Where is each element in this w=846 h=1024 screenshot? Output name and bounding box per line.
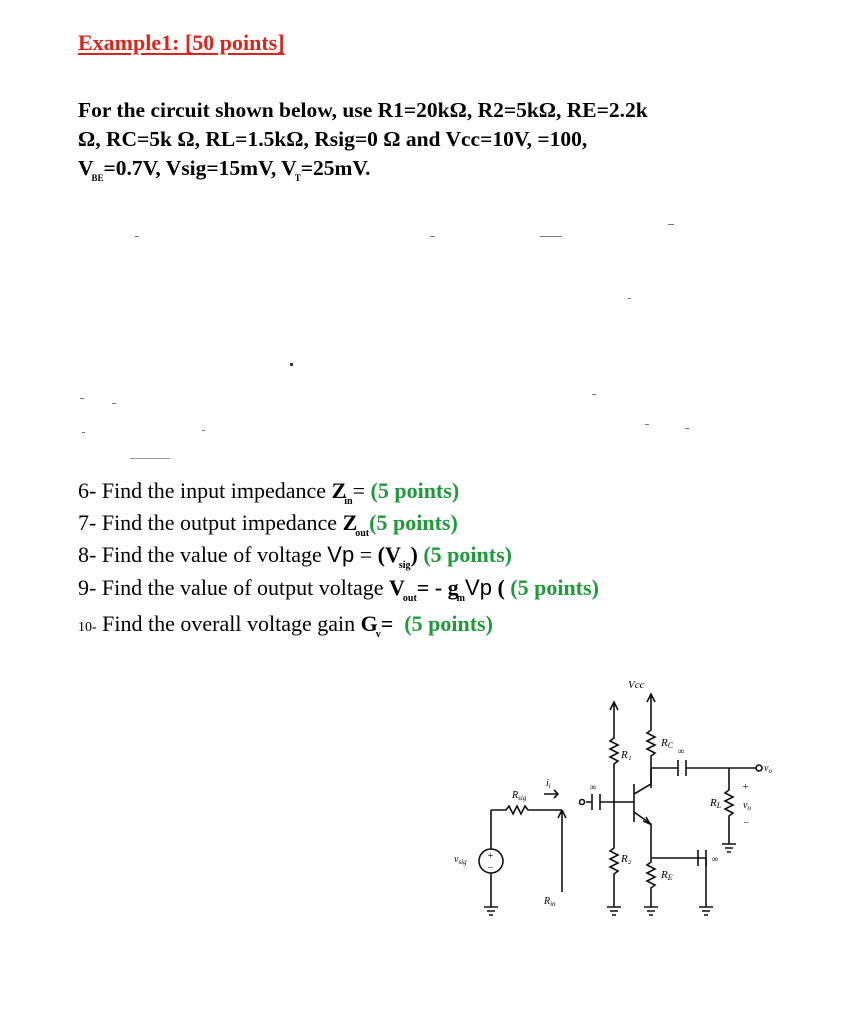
ground-r2: [607, 907, 621, 915]
q7-var: Z: [342, 510, 358, 535]
q9-sub2: m: [456, 593, 466, 604]
scan-speck: [112, 403, 116, 404]
vsig-plus: +: [487, 851, 494, 862]
ii-arrow: [544, 790, 558, 798]
q9-points: (5 points): [510, 575, 599, 600]
output-cap-infinity: ∞: [678, 746, 685, 756]
scan-speck: [290, 363, 293, 366]
rsig-resistor: [491, 806, 562, 814]
input-node: [580, 800, 585, 805]
transistor-collector: [634, 768, 651, 794]
r2-resistor: [610, 802, 618, 907]
scan-speck: [82, 432, 85, 433]
q8-points: (5 points): [423, 542, 512, 567]
q9-sub: out: [402, 593, 417, 604]
ii-label: $i_i$: [546, 778, 551, 790]
q10-eq: =: [380, 611, 394, 636]
rl-resistor: [725, 768, 733, 844]
output-capacitor: [678, 760, 686, 776]
rin-label: $R_{in}$: [544, 896, 556, 908]
vo-minus: −: [743, 818, 750, 829]
q6-sub: in: [344, 496, 353, 507]
q6-number: 6-: [78, 478, 97, 503]
vsig-label: $v_{sig}$: [454, 854, 467, 866]
scan-speck: [135, 236, 139, 237]
q7-sub: out: [355, 528, 370, 539]
q10-var: G: [360, 611, 378, 636]
q10-sub: v: [375, 629, 381, 640]
vcc-arrow-left: [610, 702, 618, 722]
scan-speck: [592, 394, 596, 395]
intro-line-3: [78, 154, 778, 187]
r2-label: R₂: [621, 853, 632, 865]
problem-statement: [78, 96, 778, 187]
input-cap-infinity: ∞: [590, 782, 597, 792]
amplifier-circuit-diagram: [446, 672, 776, 932]
question-10: [78, 611, 493, 640]
vbe-symbol: V: [78, 156, 94, 180]
r1-label: R₁: [621, 749, 632, 761]
q10-text: Find the overall voltage gain: [96, 611, 361, 636]
vt-subscript: T: [294, 173, 301, 183]
intro-line-2: Ω, RC=5k Ω, RL=1.5kΩ, Rsig=0 Ω and Vcc=10V, =100,: [78, 127, 588, 151]
scan-speck: [540, 236, 562, 237]
re-label: RE: [661, 869, 673, 882]
input-capacitor: [592, 794, 600, 810]
vo-label: $v_o$: [743, 800, 751, 812]
ground-rl: [722, 844, 736, 852]
ground-bypass: [699, 907, 713, 915]
vcc-arrow-right: [647, 694, 655, 712]
q8-paren: (V: [377, 542, 401, 567]
rin-arrow: [558, 810, 566, 892]
scan-speck: [130, 458, 170, 459]
q8-var: Vp: [327, 542, 355, 567]
vbe-subscript: BE: [91, 173, 104, 183]
q7-text: Find the output impedance: [96, 510, 343, 535]
scan-speck: [202, 430, 205, 431]
q6-eq: =: [352, 478, 371, 503]
q7-points: (5 points): [369, 510, 458, 535]
q9-eq: = - g: [416, 575, 459, 600]
q8-text: Find the value of voltage: [96, 542, 328, 567]
scan-speck: [668, 224, 674, 225]
scan-speck: [645, 424, 649, 425]
vo-terminal-label: $v_o$: [764, 763, 772, 775]
ground-re: [644, 907, 658, 915]
vo-plus: +: [742, 782, 749, 793]
scan-speck: [685, 428, 689, 429]
output-terminal: [756, 765, 762, 771]
intro-line-3-text: =0.7V, Vsig=15mV, V: [103, 156, 297, 180]
transistor-emitter: [634, 812, 651, 848]
q9-open: (: [491, 575, 511, 600]
re-resistor: [647, 848, 655, 907]
q8-sub: sig: [398, 560, 411, 571]
scan-speck: [430, 236, 435, 237]
question-8: [78, 542, 512, 571]
r1-resistor: [610, 722, 618, 802]
q9-number: 9-: [78, 575, 97, 600]
q6-var: Z: [331, 478, 347, 503]
rl-label: RL: [710, 797, 722, 810]
q7-number: 7-: [78, 510, 97, 535]
q8-close: ): [410, 542, 418, 567]
q8-eq: =: [354, 542, 378, 567]
example-title: Example1: [50 points]: [78, 30, 285, 55]
intro-line-3-end: =25mV.: [300, 156, 371, 180]
question-7: [78, 510, 458, 539]
scan-speck: [80, 398, 84, 399]
q6-text: Find the input impedance: [96, 478, 332, 503]
rc-label: RC: [661, 737, 674, 750]
vsig-minus: −: [487, 863, 494, 874]
intro-line-1: For the circuit shown below, use R1=20kΩ, R2=5kΩ, RE=2.2k: [78, 98, 648, 122]
q9-text: Find the value of output voltage: [96, 575, 389, 600]
vcc-label: Vcc: [628, 679, 645, 691]
scan-speck: [628, 298, 631, 299]
q9-vp: Vp: [465, 575, 492, 600]
question-6: [78, 478, 460, 507]
q10-points: (5 points): [404, 611, 493, 636]
q9-var: V: [389, 575, 405, 600]
q8-number: 8-: [78, 542, 97, 567]
bypass-cap-infinity: ∞: [712, 854, 719, 864]
q6-points: (5 points): [370, 478, 460, 503]
q10-number: 10-: [78, 620, 97, 635]
rsig-label: $R_{sig}$: [512, 790, 527, 802]
question-9: [78, 575, 599, 604]
ground-vsig: [484, 907, 498, 915]
